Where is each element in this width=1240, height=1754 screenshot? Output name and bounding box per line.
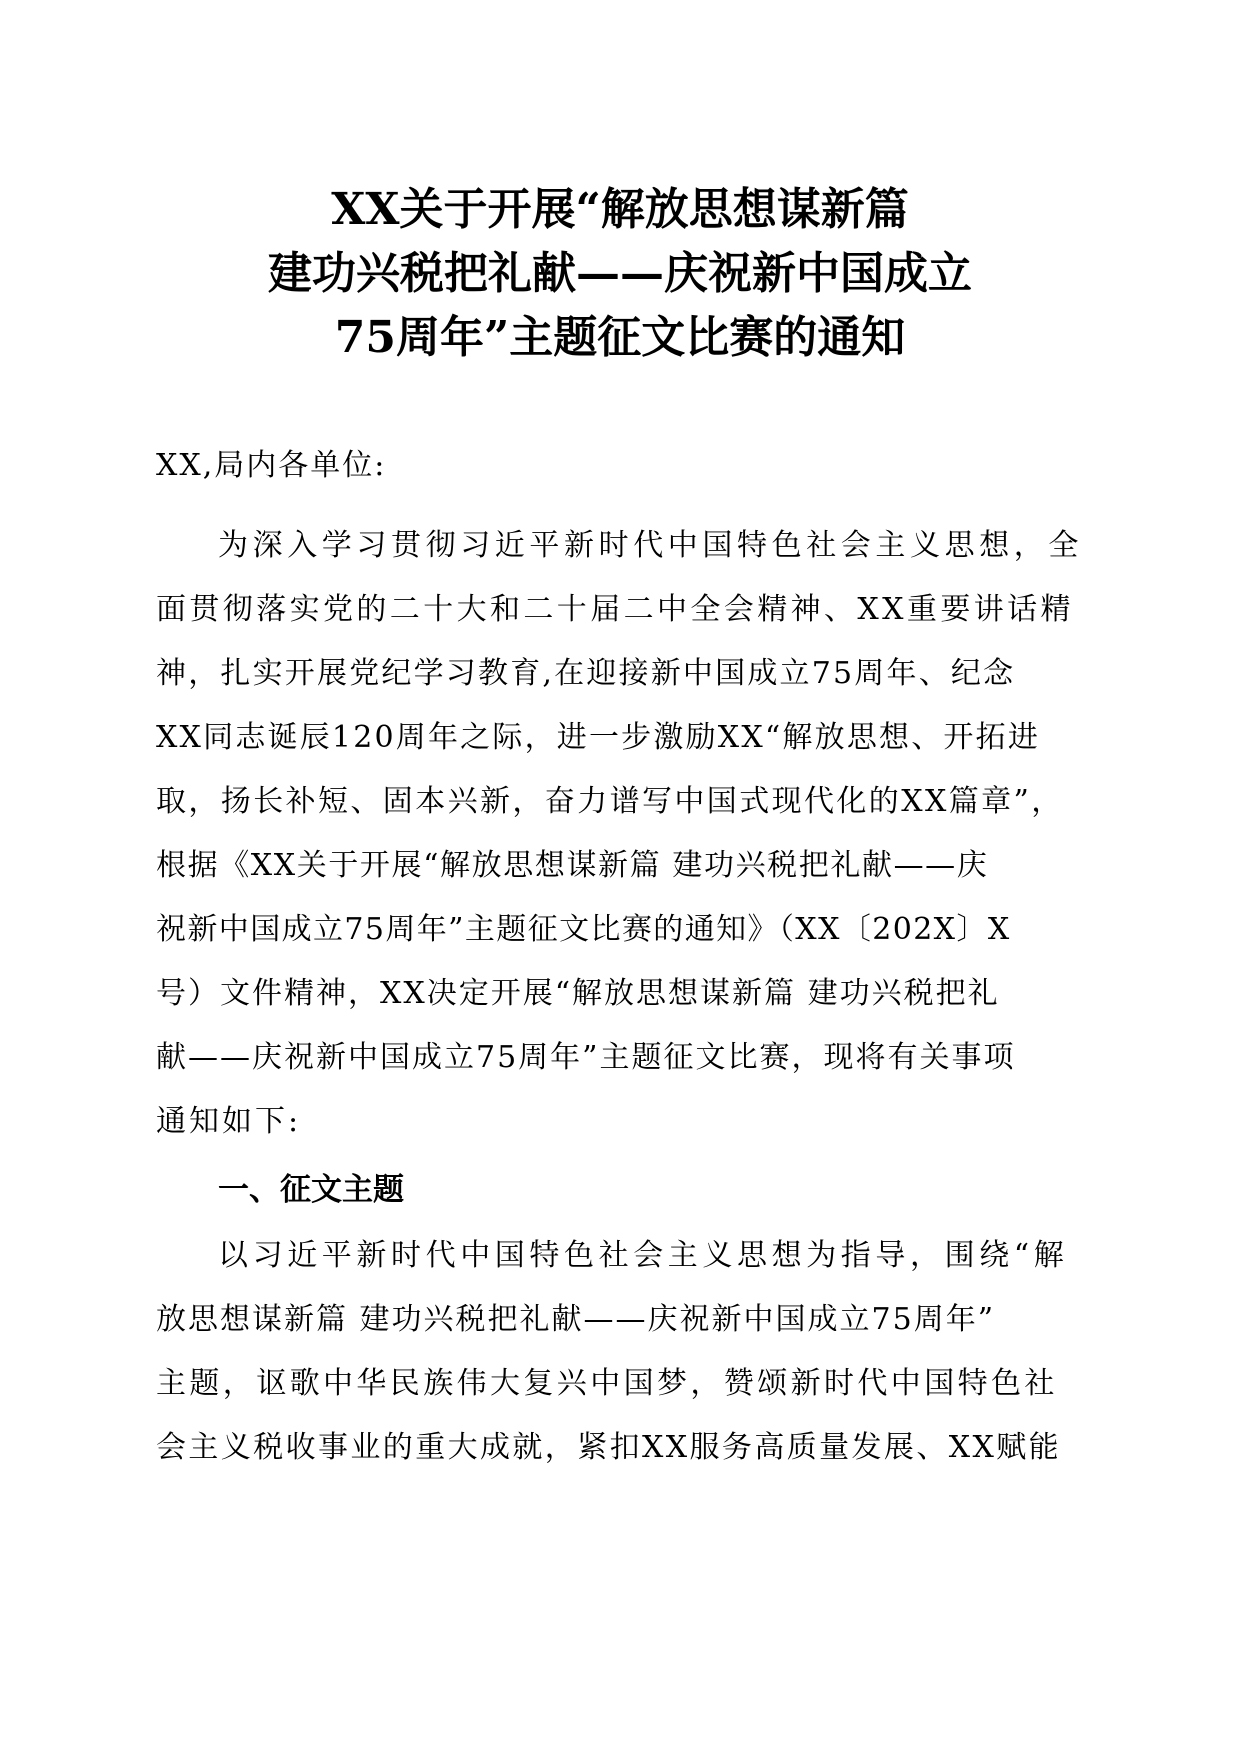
paragraph-2-line: 以习近平新时代中国特色社会主义思想为指导，围绕“解 — [218, 1238, 1069, 1273]
paragraph-1-line: XX同志诞辰120周年之际，进一步激励XX“解放思想、开拓进 — [156, 720, 1041, 755]
paragraph-1-line: 根据《XX关于开展“解放思想谋新篇 建功兴税把礼献——庆 — [156, 848, 989, 883]
paragraph-1-line: 号）文件精神，XX决定开展“解放思想谋新篇 建功兴税把礼 — [156, 976, 1000, 1011]
title-line-3: 75周年”主题征文比赛的通知 — [334, 312, 906, 363]
salutation: XX,局内各单位: — [156, 448, 387, 483]
title-line-2: 建功兴税把礼献——庆祝新中国成立 — [268, 248, 972, 299]
paragraph-1-line: 取，扬长补短、固本兴新，奋力谱写中国式现代化的XX篇章”， — [156, 784, 1064, 819]
paragraph-1-line: 面贯彻落实党的二十大和二十届二中全会精神、XX重要讲话精 — [156, 592, 1074, 627]
paragraph-2-line: 主题，讴歌中华民族伟大复兴中国梦，赞颂新时代中国特色社 — [156, 1366, 1058, 1401]
paragraph-1-line: 为深入学习贯彻习近平新时代中国特色社会主义思想，全 — [218, 528, 1083, 563]
document-title — [100, 178, 1140, 370]
paragraph-2-line: 会主义税收事业的重大成就，紧扣XX服务高质量发展、XX赋能 — [156, 1430, 1062, 1465]
paragraph-1-line: 献——庆祝新中国成立75周年”主题征文比赛，现将有关事项 — [156, 1040, 1016, 1075]
paragraph-1-line: 神，扎实开展党纪学习教育,在迎接新中国成立75周年、纪念 — [156, 656, 1016, 691]
title-line-1: XX关于开展“解放思想谋新篇 — [331, 184, 909, 235]
paragraph-1-line: 祝新中国成立75周年”主题征文比赛的通知》（XX〔202X〕X — [156, 912, 1011, 947]
section-heading: 一、征文主题 — [218, 1172, 404, 1208]
paragraph-2-line: 放思想谋新篇 建功兴税把礼献——庆祝新中国成立75周年” — [156, 1302, 996, 1337]
paragraph-1-line: 通知如下: — [156, 1104, 302, 1139]
